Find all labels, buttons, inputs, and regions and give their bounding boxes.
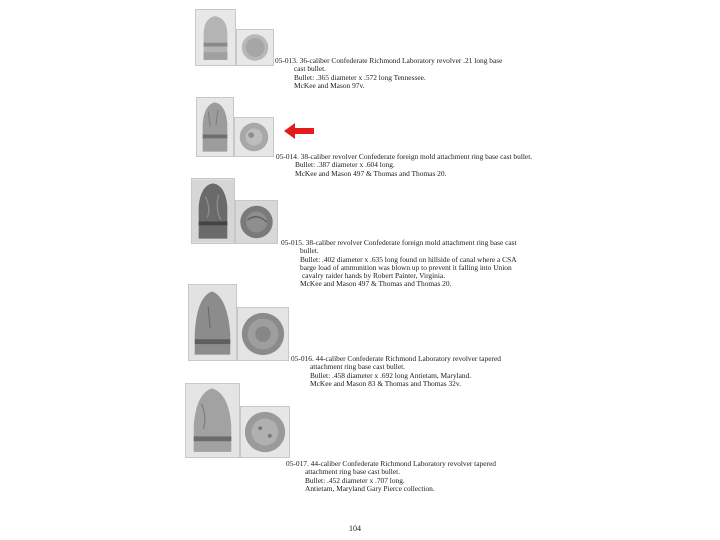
bullet-side-photo-05-016 <box>188 284 237 361</box>
caption-line: Antietam, Maryland Gary Pierce collection. <box>305 483 435 493</box>
caption-line: McKee and Mason 83 & Thomas and Thomas 32v. <box>310 378 461 388</box>
caption-line: barge load of ammunition was blown up to prevent it falling into Union <box>300 262 512 272</box>
caption-line: McKee and Mason 497 & Thomas and Thomas 20. <box>295 168 447 178</box>
caption-line: cavalry raider hands by Robert Painter, Virginia. <box>302 271 446 281</box>
page-number: 104 <box>349 524 361 533</box>
bullet-base-photo-05-016 <box>237 307 289 361</box>
bullet-base-photo-05-014 <box>234 117 274 157</box>
caption-line: Bullet: .452 diameter x .707 long. <box>305 475 405 485</box>
caption-line: Bullet: .458 diameter x .692 long Antietam, Maryland. <box>310 370 472 380</box>
bullet-side-photo-05-017 <box>185 383 240 458</box>
bullet-side-photo-05-014 <box>196 97 234 157</box>
caption-line: 05-013. 36-caliber Confederate Richmond Laboratory revolver .21 long base <box>275 56 503 65</box>
caption-05-015 <box>281 239 517 289</box>
caption-05-014 <box>276 153 532 178</box>
bullet-side-photo-05-015 <box>191 178 235 244</box>
caption-line: 05-014. 38-caliber revolver Confederate foreign mold attachment ring base cast bullet. <box>276 152 533 161</box>
caption-line: 05-015. 38-caliber revolver Confederate foreign mold attachment ring base cast <box>281 238 517 247</box>
bullet-side-photo-05-013 <box>195 9 236 66</box>
caption-line: 05-016. 44-caliber Confederate Richmond Laboratory revolver tapered <box>291 354 501 363</box>
caption-line: McKee and Mason 497 & Thomas and Thomas 20. <box>300 279 452 289</box>
bullet-base-photo-05-017 <box>240 406 290 458</box>
caption-line: cast bullet. <box>294 64 327 74</box>
red-arrow-icon <box>284 123 314 139</box>
caption-line: bullet. <box>300 246 319 256</box>
bullet-base-photo-05-013 <box>236 29 274 66</box>
caption-05-016 <box>291 355 501 388</box>
caption-line: Bullet: .387 diameter x .604 long. <box>295 160 395 170</box>
caption-line: attachment ring base cast bullet. <box>305 467 401 477</box>
caption-line: 05-017. 44-caliber Confederate Richmond Laboratory revolver tapered <box>286 459 496 468</box>
bullet-base-photo-05-015 <box>235 200 278 244</box>
caption-line: attachment ring base cast bullet. <box>310 362 406 372</box>
caption-line: Bullet: .365 diameter x .572 long Tennessee. <box>294 72 426 82</box>
caption-line: McKee and Mason 97v. <box>294 80 365 90</box>
caption-05-017 <box>286 460 496 493</box>
caption-05-013 <box>275 57 502 90</box>
caption-line: Bullet: .402 diameter x .635 long found on hillside of canal where a CSA <box>300 254 517 264</box>
